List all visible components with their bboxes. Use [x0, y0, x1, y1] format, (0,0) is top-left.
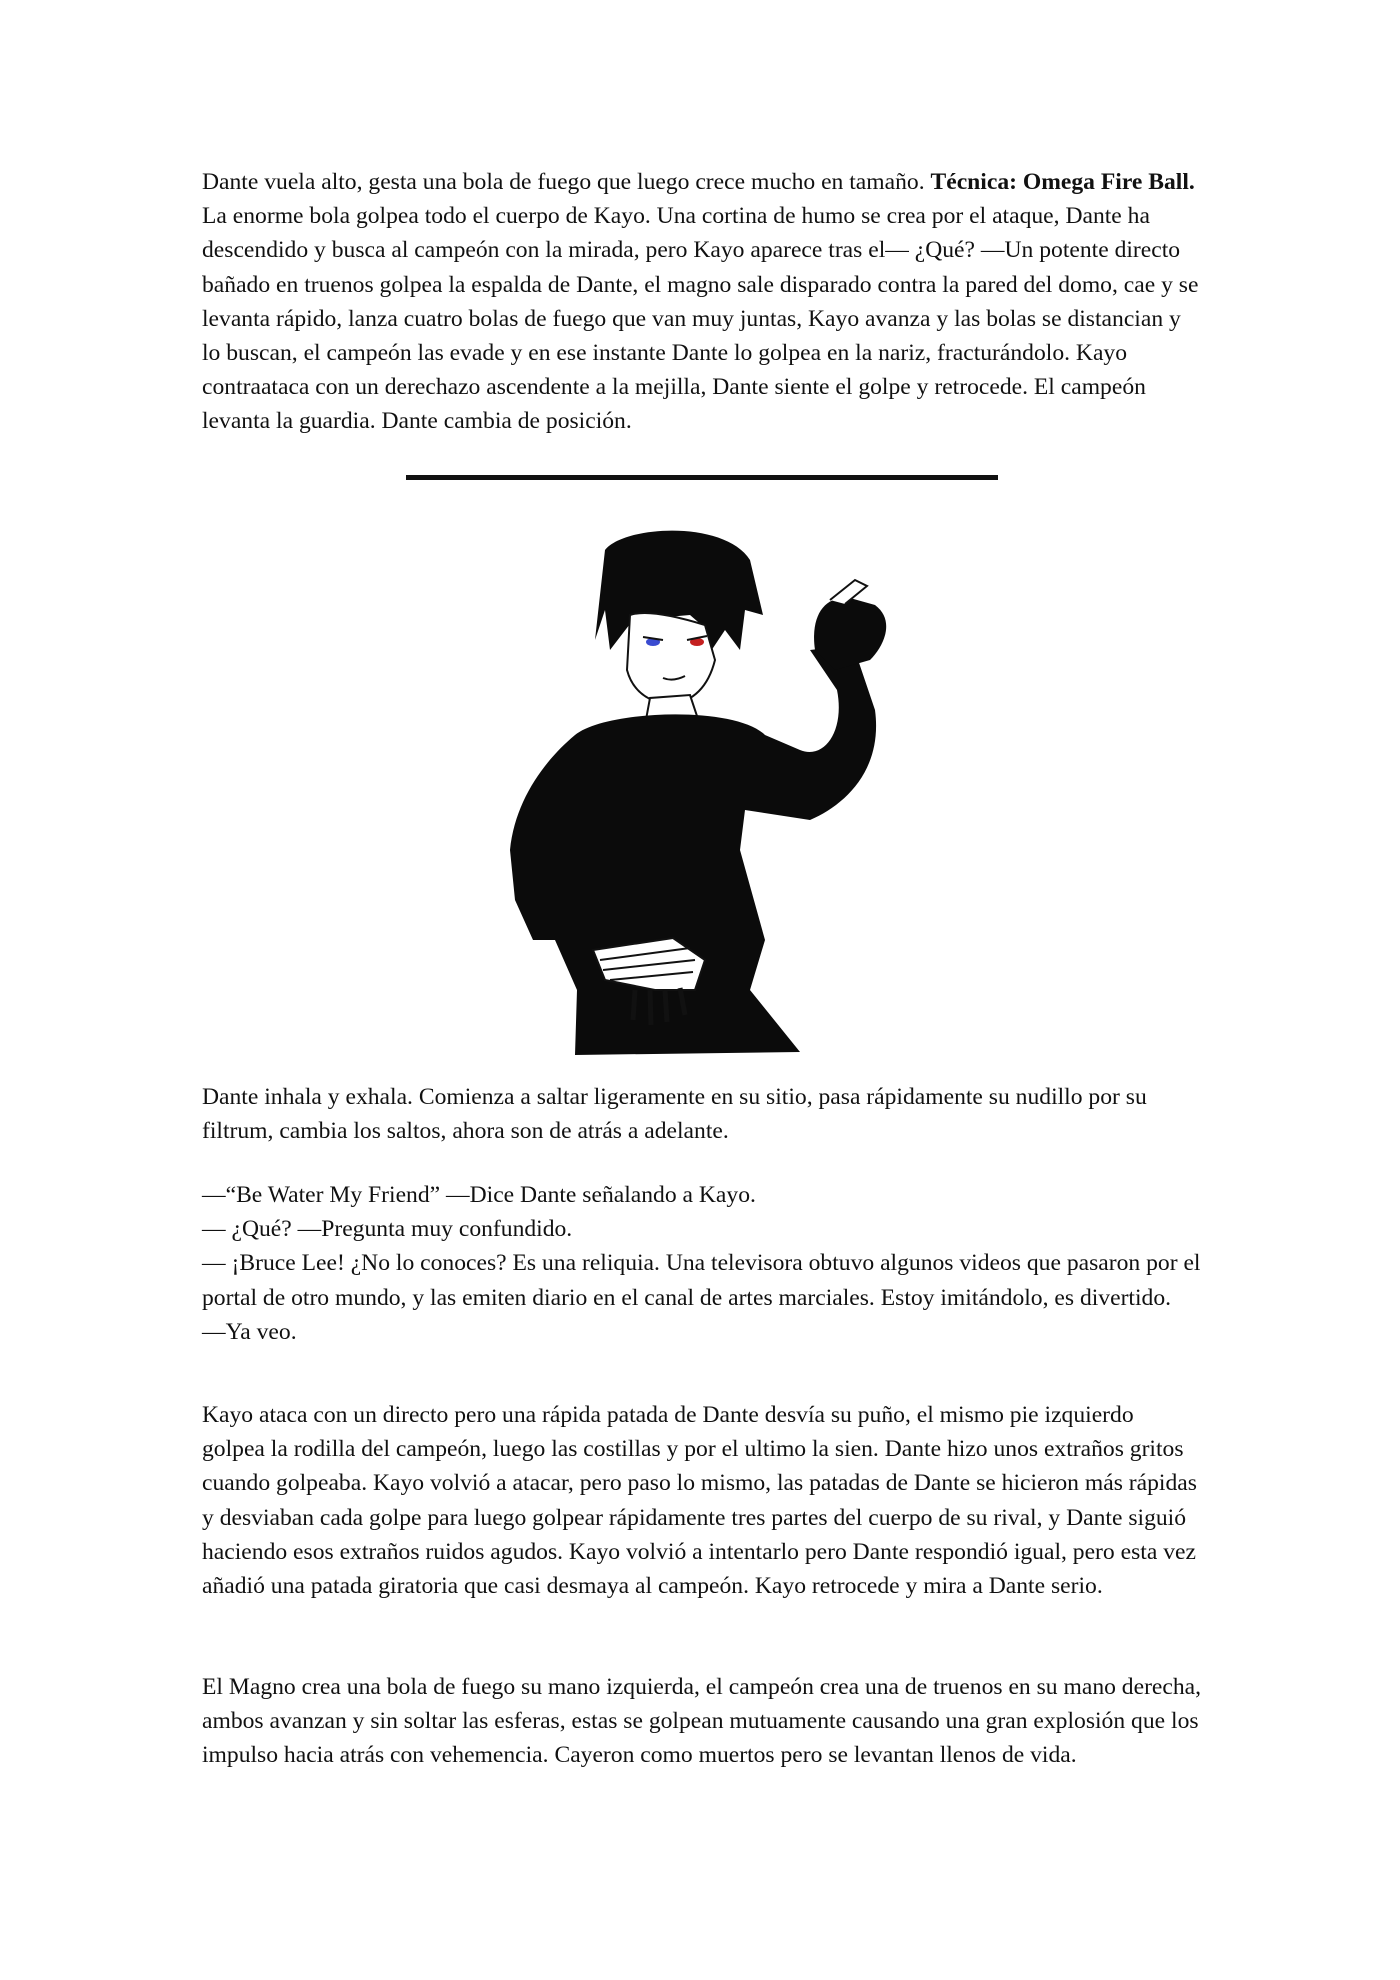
character-illustration: [405, 520, 1005, 1080]
dialogue-line: —“Be Water My Friend” —Dice Dante señalando a Kayo.: [202, 1182, 756, 1208]
dialogue-block: [202, 1178, 1202, 1349]
paragraph-4: [202, 1670, 1202, 1773]
dialogue-line: — ¿Qué? —Pregunta muy confundido.: [202, 1216, 573, 1243]
paragraph-4-text: El Magno crea una bola de fuego su mano izquierda, el campeón crea una de truenos en su mano derecha, ambos avanzan y sin soltar las esferas, estas se golpean mutuamente causando una gran explosión que los impulso hacia atrás con vehemencia. Cayeron como muertos pero se levantan llenos de vida.: [202, 1674, 1202, 1769]
paragraph-1-part-2: La enorme bola golpea todo el cuerpo de Kayo. Una cortina de humo se crea por el ataque, Dante ha descendido y busca al campeón con la mirada, pero Kayo aparece tras el— ¿Qué? —Un potente directo bañado en truenos golpea la espalda de Dante, el magno sale disparado contra la pared del domo, cae y se levanta rápido, lanza cuatro bolas de fuego que van muy juntas, Kayo avanza y las bolas se distancian y lo buscan, el campeón las evade y en ese instante Dante lo golpea en la nariz, fracturándolo. Kayo contraataca con un derechazo ascendente a la mejilla, Dante siente el golpe y retrocede. El campeón levanta la guardia. Dante cambia de posición.: [202, 203, 1199, 435]
dialogue-line: — ¡Bruce Lee! ¿No lo conoces? Es una reliquia. Una televisora obtuvo algunos videos que pasaron por el portal de otro mundo, y las emiten diario en el canal de artes marciales. Estoy imitándolo, es divertido.: [202, 1250, 1201, 1311]
paragraph-3: [202, 1398, 1202, 1603]
paragraph-3-text: Kayo ataca con un directo pero una rápida patada de Dante desvía su puño, el mismo pie izquierdo golpea la rodilla del campeón, luego las costillas y por el ultimo la sien. Dante hizo unos extraños gritos cuando golpeaba. Kayo volvió a atacar, pero paso lo mismo, las patadas de Dante se hicieron más rápidas y desviaban cada golpe para luego golpear rápidamente tres partes del cuerpo de su rival, y Dante siguió haciendo esos extraños ruidos agudos. Kayo volvió a intentarlo pero Dante respondió igual, pero esta vez añadió una patada giratoria que casi desmaya al campeón. Kayo retrocede y mira a Dante serio.: [202, 1402, 1197, 1600]
paragraph-2: [202, 1080, 1202, 1148]
paragraph-1: [202, 165, 1202, 439]
dialogue-line: —Ya veo.: [202, 1318, 297, 1345]
paragraph-2-text: Dante inhala y exhala. Comienza a saltar ligeramente en su sitio, pasa rápidamente su nudillo por su filtrum, cambia los saltos, ahora son de atrás a adelante.: [202, 1084, 1147, 1145]
character-drawing-icon: [405, 520, 1005, 1080]
paragraph-1-part-1: Dante vuela alto, gesta una bola de fuego que luego crece mucho en tamaño.: [202, 169, 931, 195]
section-divider: [406, 475, 998, 480]
paragraph-1-text: [202, 165, 1202, 439]
technique-name: Técnica: Omega Fire Ball.: [930, 169, 1195, 195]
